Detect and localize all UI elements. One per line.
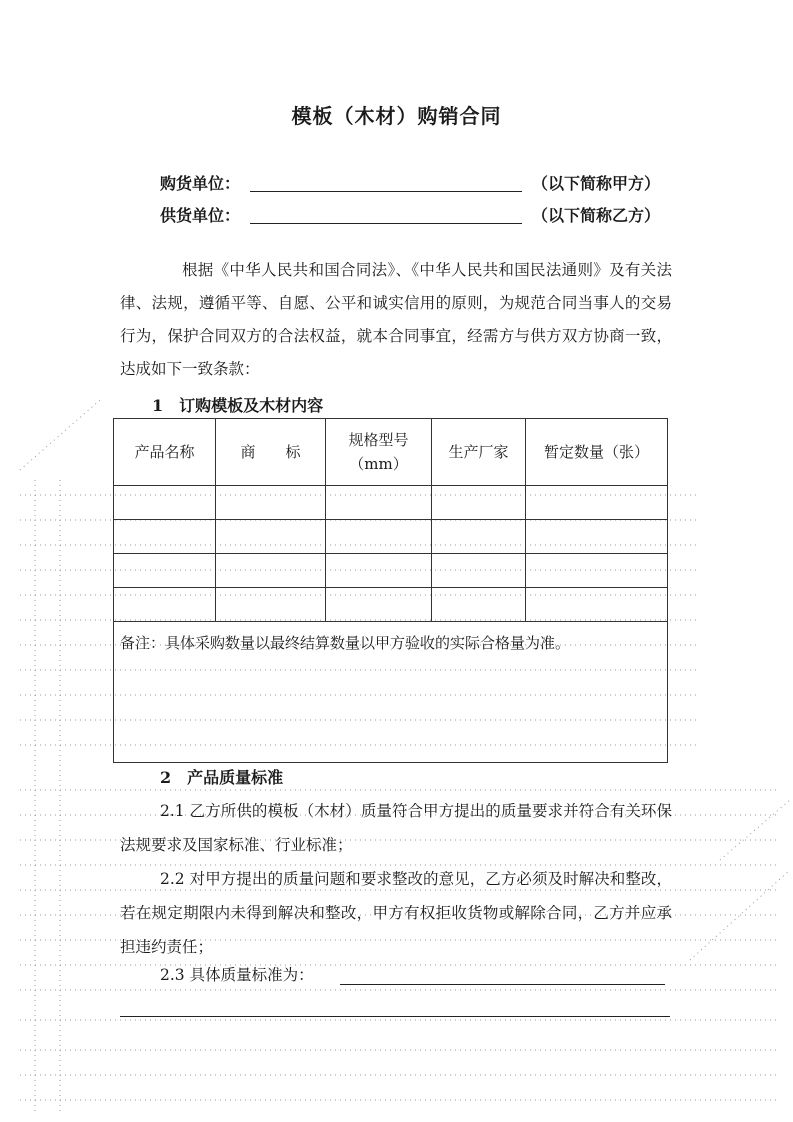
buyer-label: 购货单位： <box>160 174 241 193</box>
table-cell[interactable] <box>526 588 668 622</box>
table-cell[interactable] <box>216 588 326 622</box>
clause-2-3-fill-line-2[interactable] <box>120 1016 670 1017</box>
seller-abbreviation: （以下简称乙方） <box>532 206 661 225</box>
table-cell[interactable] <box>114 520 216 554</box>
table-cell[interactable] <box>526 520 668 554</box>
table-cell[interactable] <box>114 486 216 520</box>
table-cell[interactable] <box>326 554 432 588</box>
clause-2-1: 2.1 乙方所供的模板（木材）质量符合甲方提出的质量要求并符合有关环保法规要求及国家标准、行业标准； <box>120 802 672 854</box>
preamble-paragraph: 根据《中华人民共和国合同法》、《中华人民共和国民法通则》及有关法律、法规，遵循平等、自愿、公平和诚实信用的原则，为规范合同当事人的交易行为，保护合同双方的合法权益，就本合同事宜，经需方与供方双方协商一致，达成如下一致条款： <box>120 261 672 378</box>
table-cell[interactable] <box>326 486 432 520</box>
table-cell[interactable] <box>432 486 526 520</box>
table-cell[interactable] <box>114 554 216 588</box>
col-header-manufacturer: 生产厂家 <box>432 419 526 486</box>
table-cell[interactable] <box>216 486 326 520</box>
table-cell[interactable] <box>216 520 326 554</box>
section-1-heading: 1 订购模板及木材内容 <box>152 396 324 415</box>
clause-2-2: 2.2 对甲方提出的质量问题和要求整改的意见，乙方必须及时解决和整改，若在规定期限内未得到解决和整改，甲方有权拒收货物或解除合同，乙方并应承担违约责任； <box>120 870 672 956</box>
col-header-spec <box>326 419 432 486</box>
table-cell[interactable] <box>432 520 526 554</box>
col-header-spec-line2: （mm） <box>349 455 408 473</box>
clause-2-3-label: 2.3 具体质量标准为： <box>160 966 314 984</box>
product-table <box>113 418 668 763</box>
buyer-abbreviation: （以下简称甲方） <box>532 174 661 193</box>
seller-fill-line[interactable] <box>250 223 522 224</box>
table-row <box>114 520 668 554</box>
seller-label: 供货单位： <box>160 206 241 225</box>
table-row <box>114 486 668 520</box>
table-cell[interactable] <box>432 588 526 622</box>
buyer-fill-line[interactable] <box>250 191 522 192</box>
table-cell[interactable] <box>114 588 216 622</box>
table-cell[interactable] <box>216 554 326 588</box>
table-cell[interactable] <box>326 588 432 622</box>
table-row <box>114 554 668 588</box>
table-note-row <box>114 622 668 763</box>
col-header-spec-line1: 规格型号 <box>348 431 409 449</box>
table-row <box>114 588 668 622</box>
table-header-row <box>114 419 668 486</box>
section-2-heading: 2 产品质量标准 <box>160 768 284 787</box>
table-note: 备注：具体采购数量以最终结算数量以甲方验收的实际合格量为准。 <box>114 622 668 763</box>
table-cell[interactable] <box>326 520 432 554</box>
contract-title: 模板（木材）购销合同 <box>291 104 502 128</box>
table-cell[interactable] <box>526 486 668 520</box>
col-header-product-name: 产品名称 <box>114 419 216 486</box>
col-header-brand: 商 标 <box>216 419 326 486</box>
clause-2-3-fill-line[interactable] <box>340 984 665 985</box>
col-header-quantity: 暂定数量（张） <box>526 419 668 486</box>
table-cell[interactable] <box>432 554 526 588</box>
table-cell[interactable] <box>526 554 668 588</box>
